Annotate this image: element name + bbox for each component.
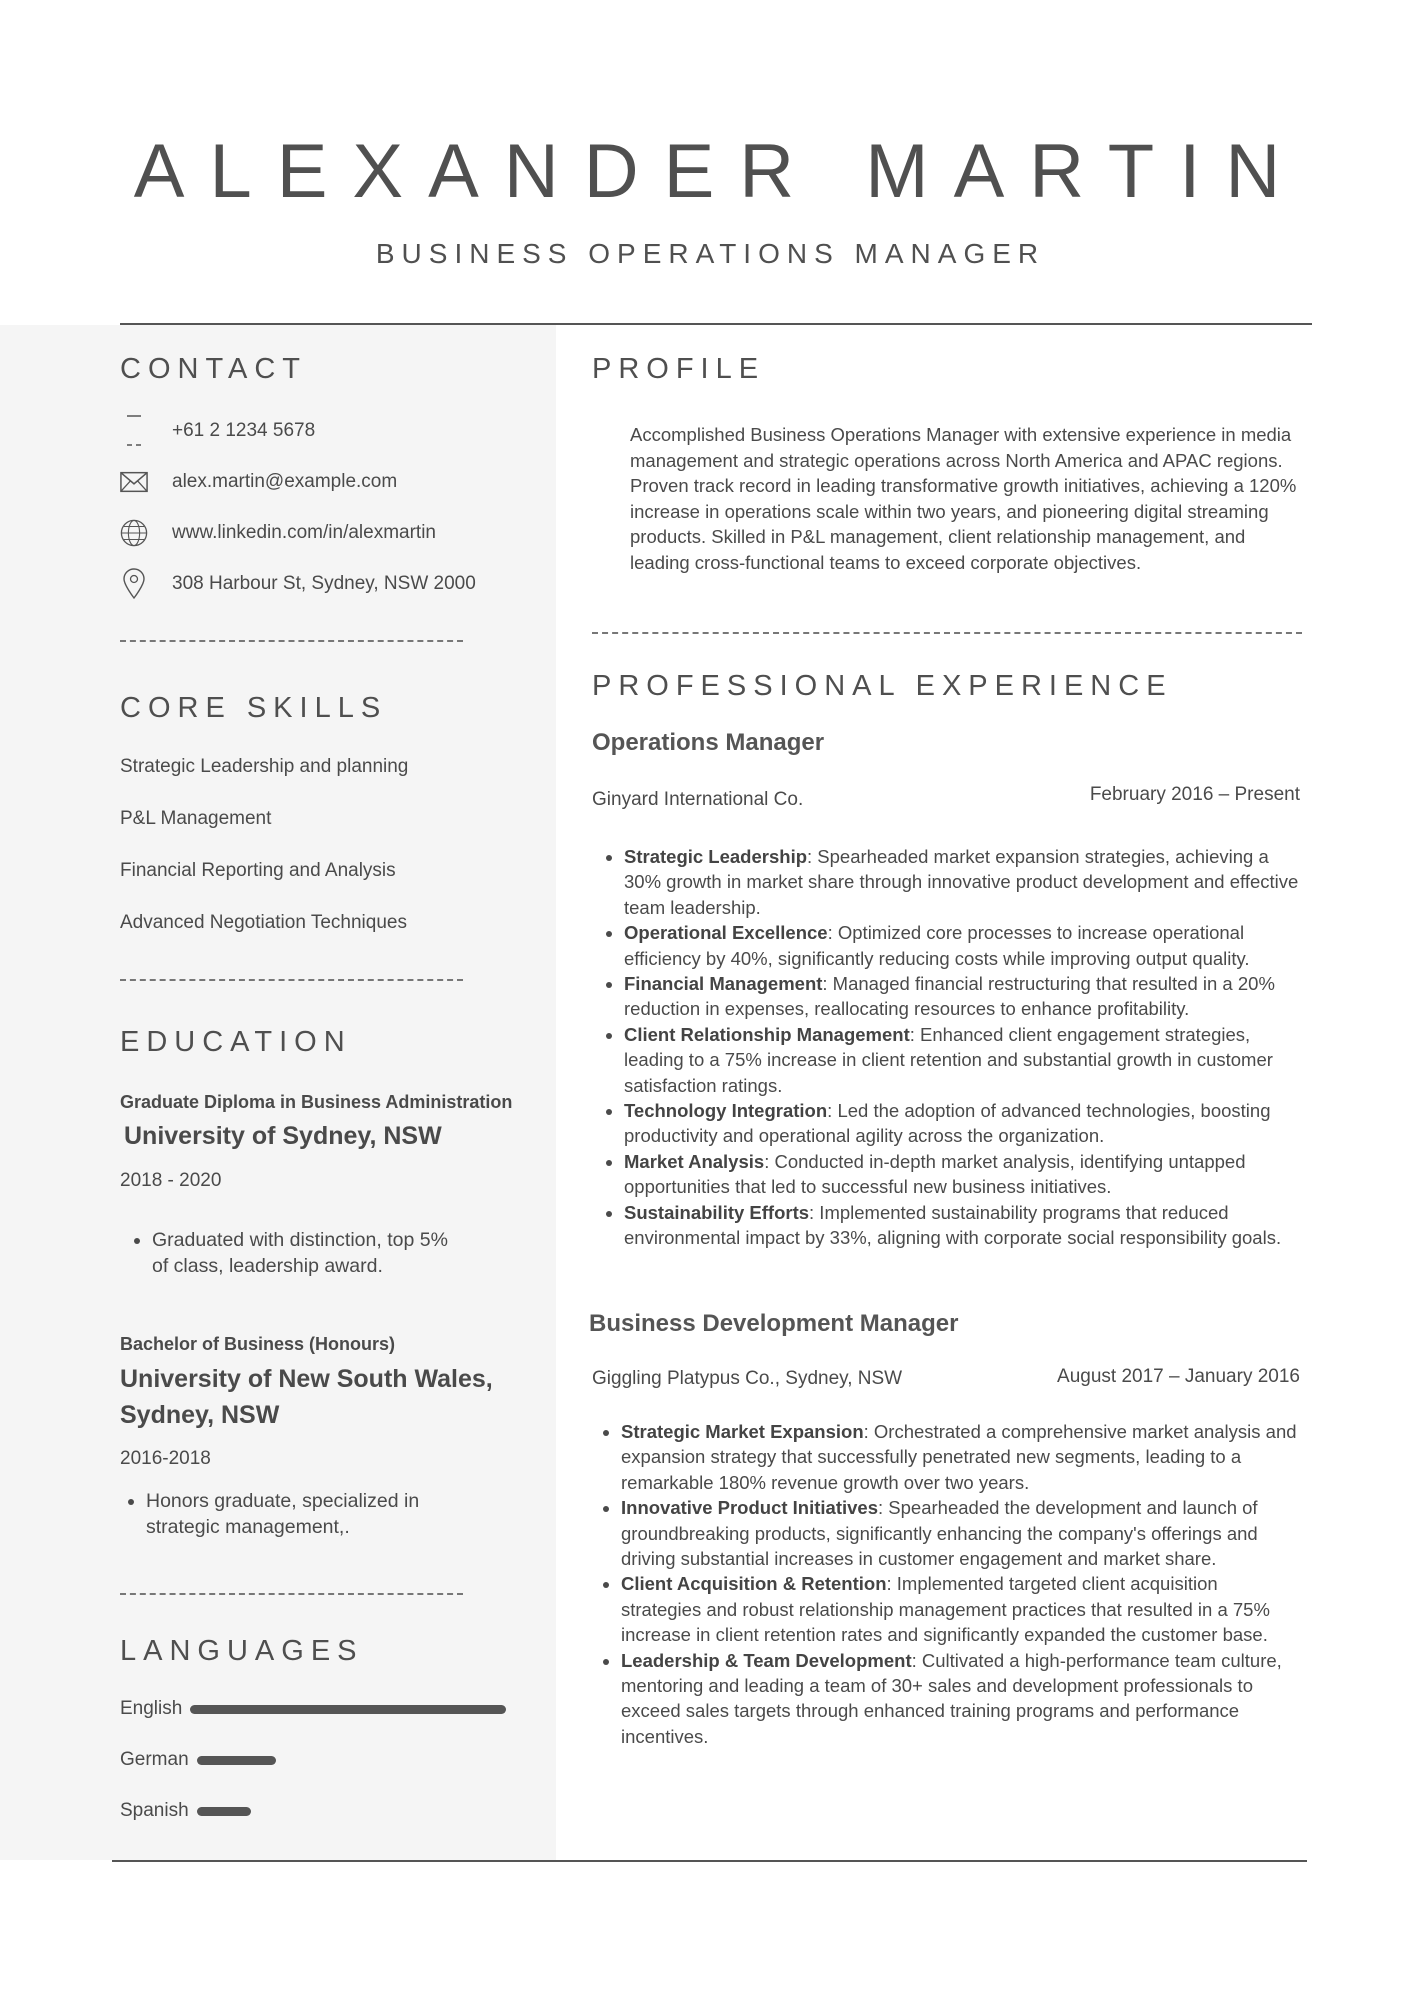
job-bullet-text: : Led the adoption of advanced technologies, boosting productivity and operational agility across the organization. [624,1100,1271,1147]
skills-divider [120,979,463,981]
skill-item: Strategic Leadership and planning [120,756,409,777]
education-heading: EDUCATION [120,1026,352,1058]
resume-title: BUSINESS OPERATIONS MANAGER [375,238,1046,269]
contact-divider [120,640,463,642]
job-bullet [624,1022,1302,1098]
job-title: Business Development Manager [589,1310,959,1337]
location-pin-icon [120,570,148,598]
profile-heading: PROFILE [592,353,766,385]
education-years: 2016-2018 [120,1448,211,1469]
job-bullet-label: Operational Excellence [624,922,828,944]
job-bullet [624,971,1302,1022]
job-bullet-text: : Cultivated a high-performance team culture, mentoring and leading a team of 30+ sales and development professionals to exceed sales targets through enhanced training programs and performance incentives. [621,1649,1282,1747]
language-item [120,1747,276,1773]
education-note-text: • Graduated with distinction, top 5% of class, leadership award. [152,1227,460,1279]
job-bullet-text: : Orchestrated a comprehensive market analysis and expansion strategy that successfully penetrated new segments, leading to a remarkable 180% revenue growth over two years. [621,1421,1297,1493]
languages-heading: LANGUAGES [120,1635,364,1667]
address-text: 308 Harbour St, Sydney, NSW 2000 [172,573,476,594]
job-bullet-text: : Spearheaded market expansion strategies, achieving a 30% growth in market share through innovative product development and effective team leadership. [624,846,1299,918]
website-text[interactable]: www.linkedin.com/in/alexmartin [172,522,436,543]
job-bullet-label: Leadership & Team Development [621,1649,912,1671]
education-divider [120,1593,463,1595]
job-bullet [624,844,1302,920]
contact-heading: CONTACT [120,353,308,385]
job-bullet-text: : Implemented sustainability programs that reduced environmental impact by 33%, aligning with corporate social responsibility goals. [624,1201,1282,1249]
job-bullet-label: Innovative Product Initiatives [621,1497,879,1519]
education-note [114,1488,454,1540]
education-university: University of New South Wales, Sydney, NSW [120,1365,493,1429]
education-note [120,1227,460,1279]
resume-name: ALEXANDER MARTIN [133,129,1306,214]
job-bullet [624,1098,1302,1149]
contact-address [120,567,476,601]
job-bullet-label: Sustainability Efforts [624,1201,810,1223]
skill-item: P&L Management [120,808,272,829]
experience-heading: PROFESSIONAL EXPERIENCE [592,670,1173,702]
email-text[interactable]: alex.martin@example.com [172,471,398,492]
job-bullet [621,1648,1302,1750]
job-bullet-label: Financial Management [624,973,823,995]
language-item [120,1696,506,1722]
envelope-icon [120,468,148,496]
globe-icon [120,519,148,547]
phone-icon [120,417,148,445]
job-bullet-text: : Spearheaded the development and launch of groundbreaking products, significantly enhancing the company's offerings and driving substantial increases in customer engagement and market share. [621,1497,1258,1570]
skill-item: Advanced Negotiation Techniques [120,912,407,933]
language-level-bar [190,1705,506,1714]
skills-heading: CORE SKILLS [120,692,388,724]
language-name: Spanish [120,1800,189,1821]
job-bullet-label: Strategic Market Expansion [621,1421,864,1442]
job-bullet [624,1200,1302,1251]
language-item [120,1798,251,1824]
job-bullet [621,1419,1302,1495]
profile-divider [592,632,1302,634]
job-bullet-text: : Managed financial restructuring that resulted in a 20% reduction in expenses, reallocating resources to enhance profitability. [624,973,1275,1020]
job-bullet-text: : Conducted in-depth market analysis, identifying untapped opportunities that led to successful new business initiatives. [624,1150,1246,1198]
language-name: English [120,1698,183,1719]
job-bullet-label: Market Analysis [624,1150,765,1172]
job-dates: February 2016 – Present [1089,784,1300,805]
job-dates: August 2017 – January 2016 [1057,1366,1300,1387]
job-bullet-text: : Optimized core processes to increase operational efficiency by 40%, significantly reducing costs while improving output quality. [624,922,1250,969]
skill-item: Financial Reporting and Analysis [120,860,396,881]
job-bullet-text: : Implemented targeted client acquisition strategies and robust relationship management practices that resulted in a 75% increase in client retention rates and significantly expanded the customer base. [621,1573,1270,1646]
job-bullet [621,1571,1302,1647]
footer-divider [112,1860,1307,1862]
job-bullets [589,1419,1302,1749]
job-bullet-text: : Enhanced client engagement strategies, leading to a 75% increase in client retention and substantial growth in customer satisfaction ratings. [624,1023,1273,1096]
job-bullets [592,844,1302,1251]
job-bullet-label: Client Relationship Management [624,1023,910,1045]
profile-text: Accomplished Business Operations Manager with extensive experience in media management and strategic operations across North America and APAC regions. Proven track record in leading transformative growth initiatives, achieving a 120% increase in operations scale within two years, and pioneering digital streaming products. Skilled in P&L management, client relationship management, and leading cross-functional teams to exceed corporate objectives. [630,424,1297,573]
job-bullet-label: Client Acquisition & Retention [621,1573,887,1595]
job-bullet-label: Strategic Leadership [624,846,808,867]
language-level-bar [197,1756,276,1765]
contact-email[interactable] [120,465,397,499]
phone-text: +61 2 1234 5678 [172,420,316,441]
language-level-bar [197,1807,251,1816]
job-bullet [621,1495,1302,1571]
education-university: University of Sydney, NSW [124,1122,442,1150]
education-degree: Bachelor of Business (Honours) [120,1334,396,1354]
job-bullet [624,920,1302,971]
language-name: German [120,1749,189,1770]
job-title: Operations Manager [592,729,825,756]
job-company: Ginyard International Co. [592,789,804,810]
education-years: 2018 - 2020 [120,1170,222,1191]
contact-website[interactable] [120,516,436,550]
job-bullet [624,1149,1302,1200]
education-degree: Graduate Diploma in Business Administration [120,1092,513,1112]
job-bullet-label: Technology Integration [624,1100,828,1122]
job-company: Giggling Platypus Co., Sydney, NSW [592,1368,903,1389]
education-note-text: • Honors graduate, specialized in strategic management,. [146,1488,454,1540]
contact-phone [120,414,315,448]
